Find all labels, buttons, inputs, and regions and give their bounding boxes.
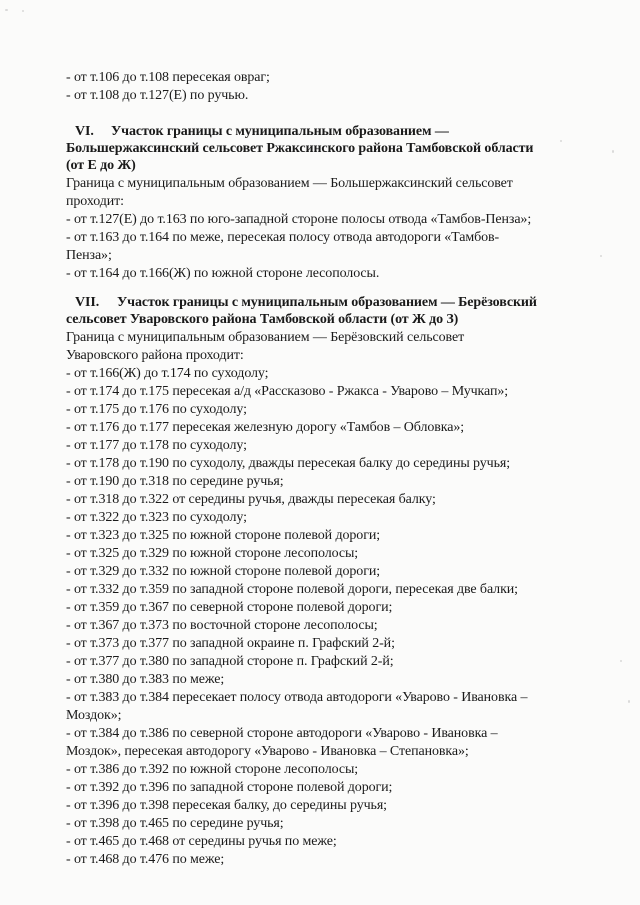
list-item: - от т.384 до т.386 по северной стороне автодороги «Уварово - Ивановка – bbox=[66, 726, 498, 741]
scan-speck bbox=[560, 140, 562, 142]
list-item: - от т.318 до т.322 от середины ручья, дважды пересекая балку; bbox=[66, 492, 436, 507]
section-heading bbox=[75, 124, 449, 140]
section-intro: проходит: bbox=[66, 194, 124, 209]
section-number: VII. bbox=[75, 295, 100, 310]
list-item: - от т.386 до т.392 по южной стороне лесополосы; bbox=[66, 762, 359, 777]
section-title: Участок границы с муниципальным образованием — bbox=[111, 124, 449, 139]
list-item: - от т.359 до т.367 по северной стороне полевой дороги; bbox=[66, 600, 393, 615]
list-item: - от т.380 до т.383 по меже; bbox=[66, 672, 225, 687]
list-item: - от т.127(Е) до т.163 по юго-западной стороне полосы отвода «Тамбов-Пенза»; bbox=[66, 212, 532, 227]
list-item: - от т.323 до т.325 по южной стороне полевой дороги; bbox=[66, 528, 381, 543]
list-item: - от т.174 до т.175 пересекая а/д «Рассказово - Ржакса - Уварово – Мучкап»; bbox=[66, 384, 509, 399]
scan-speck bbox=[620, 660, 622, 662]
list-item: - от т.175 до т.176 по суходолу; bbox=[66, 402, 247, 417]
list-item: - от т.176 до т.177 пересекая железную дорогу «Тамбов – Обловка»; bbox=[66, 420, 465, 435]
scan-speck bbox=[5, 9, 8, 11]
section-heading bbox=[75, 295, 537, 311]
scan-speck bbox=[600, 255, 602, 257]
section-title-line: Большержаксинский сельсовет Ржаксинского района Тамбовской области bbox=[66, 141, 534, 156]
list-item: - от т.332 до т.359 по западной стороне полевой дороги, пересекая две балки; bbox=[66, 582, 518, 597]
list-item: - от т.392 до т.396 по западной стороне полевой дороги; bbox=[66, 780, 393, 795]
section-intro: Граница с муниципальным образованием — Берёзовский сельсовет bbox=[66, 330, 465, 345]
list-item: Пенза»; bbox=[66, 248, 112, 263]
list-item: - от т.465 до т.468 от середины ручья по меже; bbox=[66, 834, 337, 849]
scan-speck bbox=[22, 10, 24, 12]
list-item: - от т.322 до т.323 по суходолу; bbox=[66, 510, 247, 525]
list-item: - от т.367 до т.373 по восточной стороне лесополосы; bbox=[66, 618, 378, 633]
list-item: - от т.383 до т.384 пересекает полосу отвода автодороги «Уварово - Ивановка – bbox=[66, 690, 528, 705]
list-item: - от т.178 до т.190 по суходолу, дважды пересекая балку до середины ручья; bbox=[66, 456, 511, 471]
list-item: - от т.329 до т.332 по южной стороне полевой дороги; bbox=[66, 564, 381, 579]
list-item: - от т.166(Ж) до т.174 по суходолу; bbox=[66, 366, 269, 381]
section-intro: Уваровского района проходит: bbox=[66, 348, 244, 363]
list-item: - от т.163 до т.164 по меже, пересекая полосу отвода автодороги «Тамбов- bbox=[66, 230, 500, 245]
list-item: - от т.325 до т.329 по южной стороне лесополосы; bbox=[66, 546, 359, 561]
list-item: - от т.396 до т.398 пересекая балку, до середины ручья; bbox=[66, 798, 387, 813]
text-line: - от т.106 до т.108 пересекая овраг; bbox=[66, 70, 270, 85]
text-line: - от т.108 до т.127(Е) по ручью. bbox=[66, 88, 249, 103]
list-item: - от т.398 до т.465 по середине ручья; bbox=[66, 816, 284, 831]
list-item: - от т.177 до т.178 по суходолу; bbox=[66, 438, 247, 453]
list-item: - от т.377 до т.380 по западной стороне п. Графский 2-й; bbox=[66, 654, 394, 669]
scan-speck bbox=[612, 150, 614, 153]
list-item: - от т.190 до т.318 по середине ручья; bbox=[66, 474, 284, 489]
list-item: - от т.373 до т.377 по западной окраине п. Графский 2-й; bbox=[66, 636, 395, 651]
scan-speck bbox=[628, 700, 630, 703]
list-item: - от т.164 до т.166(Ж) по южной стороне лесополосы. bbox=[66, 266, 380, 281]
list-item: Моздок»; bbox=[66, 708, 122, 723]
list-item: Моздок», пересекая автодорогу «Уварово - Ивановка – Степановка»; bbox=[66, 744, 469, 759]
section-title-line: (от Е до Ж) bbox=[66, 158, 136, 173]
section-title: Участок границы с муниципальным образованием — Берёзовский bbox=[117, 295, 537, 310]
section-number: VI. bbox=[75, 124, 94, 139]
list-item: - от т.468 до т.476 по меже; bbox=[66, 852, 225, 867]
section-title-line: сельсовет Уваровского района Тамбовской области (от Ж до З) bbox=[66, 312, 459, 327]
section-intro: Граница с муниципальным образованием — Большержаксинский сельсовет bbox=[66, 176, 513, 191]
